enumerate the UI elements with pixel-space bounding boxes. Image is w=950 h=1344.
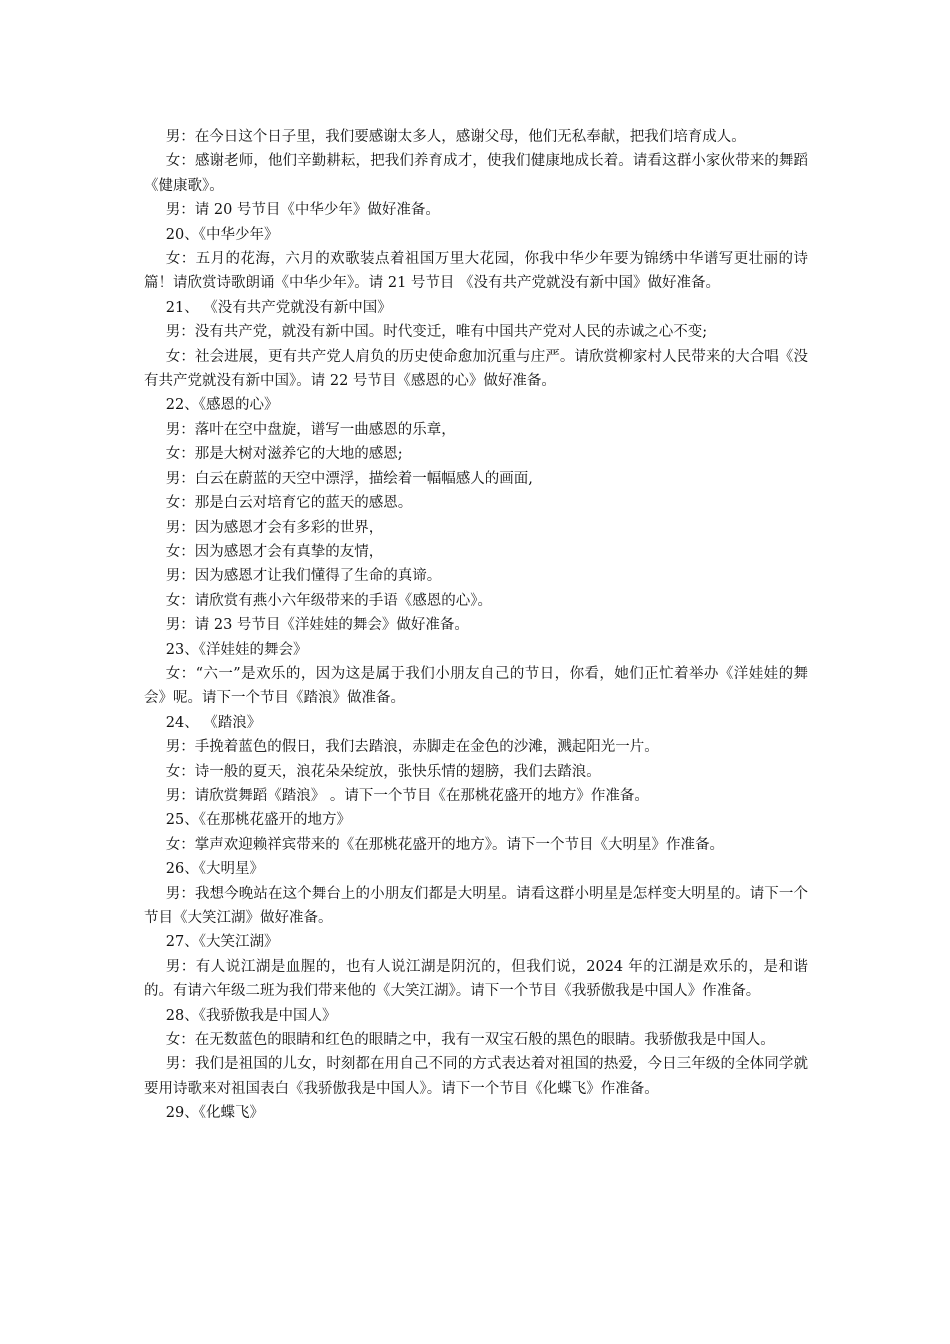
paragraph: 女：在无数蓝色的眼睛和红色的眼睛之中，我有一双宝石般的黑色的眼睛。我骄傲我是中国人。 <box>165 1032 775 1049</box>
program-heading: 27、《大笑江湖》 <box>165 934 279 951</box>
program-heading: 23、《洋娃娃的舞会》 <box>165 641 308 658</box>
paragraph: 男：请 20 号节目《中华少年》做好准备。 <box>165 202 440 219</box>
paragraph: 男：没有共产党，就没有新中国。时代变迁，唯有中国共产党对人民的赤诚之心不变; <box>165 324 708 341</box>
paragraph: 女：五月的花海，六月的欢歌装点着祖国万里大花园，你我中华少年要为锦绣中华谱写更壮丽的诗篇！请欣赏诗歌朗诵《中华少年》。请 21 号节目 《没有共产党就没有新中国》做好准备。 <box>144 251 808 292</box>
paragraph: 女：掌声欢迎赖祥宾带来的《在那桃花盛开的地方》。请下一个节目《大明星》作准备。 <box>165 836 724 853</box>
paragraph: 男：因为感恩才会有多彩的世界， <box>165 519 384 536</box>
program-heading: 29、《化蝶飞》 <box>165 1105 264 1122</box>
paragraph: 女：因为感恩才会有真挚的友情， <box>165 543 384 560</box>
paragraph: 男：手挽着蓝色的假日，我们去踏浪，赤脚走在金色的沙滩，溅起阳光一片。 <box>165 739 659 756</box>
paragraph: 男：落叶在空中盘旋，谱写一曲感恩的乐章， <box>165 421 456 438</box>
paragraph: 男：有人说江湖是血腥的，也有人说江湖是阴沉的，但我们说，2024 年的江湖是欢乐的，是和谐的。有请六年级二班为我们带来他的《大笑江湖》。请下一个节目《我骄傲我是中国人》作准备。 <box>144 958 808 1000</box>
paragraph: 女：“六一”是欢乐的，因为这是属于我们小朋友自己的节日，你看，她们正忙着举办《洋娃娃的舞会》呢。请下一个节目《踏浪》做准备。 <box>144 665 808 707</box>
paragraph: 男：白云在蔚蓝的天空中漂浮，描绘着一幅幅感人的画面, <box>165 470 533 487</box>
paragraph: 女：那是白云对培育它的蓝天的感恩。 <box>165 495 413 512</box>
document-body <box>144 125 808 1126</box>
paragraph: 女：那是大树对滋养它的大地的感恩; <box>165 446 403 463</box>
program-heading: 26、《大明星》 <box>165 861 264 878</box>
program-heading: 21、 《没有共产党就没有新中国》 <box>165 299 392 316</box>
paragraph: 男：在今日这个日子里，我们要感谢太多人，感谢父母，他们无私奉献，把我们培育成人。 <box>165 129 746 145</box>
paragraph: 男：我想今晚站在这个舞台上的小朋友们都是大明星。请看这群小明星是怎样变大明星的。请下一个节目《大笑江湖》做好准备。 <box>144 885 808 926</box>
paragraph: 女：社会进展，更有共产党人肩负的历史使命愈加沉重与庄严。请欣赏柳家村人民带来的大合唱《没有共产党就没有新中国》。请 22 号节目《感恩的心》做好准备。 <box>144 348 808 390</box>
paragraph: 男：请欣赏舞蹈《踏浪》 。请下一个节目《在那桃花盛开的地方》作准备。 <box>165 787 649 804</box>
program-heading: 25、《在那桃花盛开的地方》 <box>165 812 351 829</box>
paragraph: 女：请欣赏有燕小六年级带来的手语《感恩的心》。 <box>165 592 492 609</box>
program-heading: 22、《感恩的心》 <box>165 397 279 414</box>
paragraph: 男：请 23 号节目《洋娃娃的舞会》做好准备。 <box>165 617 469 634</box>
paragraph: 男：我们是祖国的儿女，时刻都在用自己不同的方式表达着对祖国的热爱，今日三年级的全体同学就要用诗歌来对祖国表白《我骄傲我是中国人》。请下一个节目《化蝶飞》作准备。 <box>144 1056 808 1097</box>
program-heading: 28、《我骄傲我是中国人》 <box>165 1007 337 1024</box>
paragraph: 男：因为感恩才让我们懂得了生命的真谛。 <box>165 568 442 585</box>
paragraph: 女：感谢老师，他们辛勤耕耘，把我们养育成才，使我们健康地成长着。请看这群小家伙带来的舞蹈《健康歌》。 <box>144 153 808 194</box>
program-heading: 24、 《踏浪》 <box>165 714 262 731</box>
program-heading: 20、《中华少年》 <box>165 226 279 243</box>
paragraph: 女：诗一般的夏天，浪花朵朵绽放，张快乐情的翅膀，我们去踏浪。 <box>165 763 601 780</box>
